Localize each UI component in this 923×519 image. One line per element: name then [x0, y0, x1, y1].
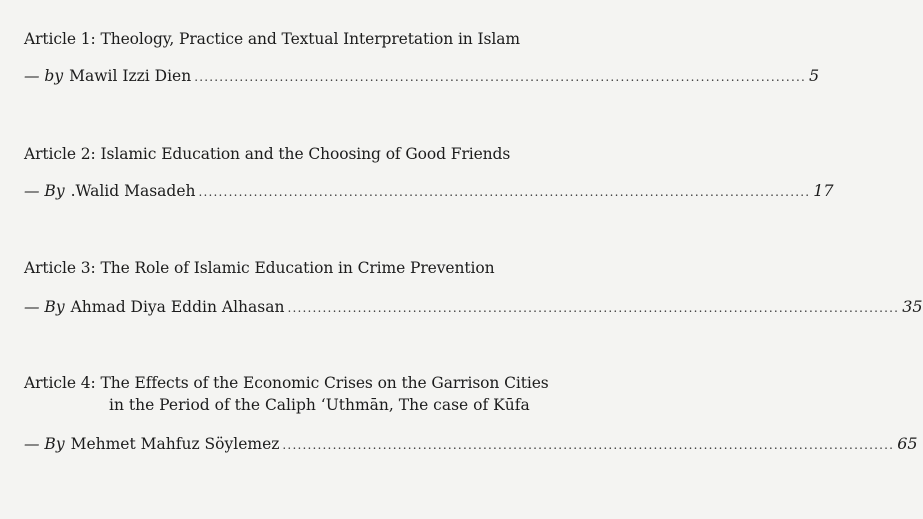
- article-4-title-continuation: in the Period of the Caliph ‘Uthmān, The case of Kūfa: [109, 396, 530, 414]
- article-1-label: Article 1:: [24, 30, 96, 48]
- article-3-author: Ahmad Diya Eddin Alhasan: [70, 298, 285, 316]
- article-1-author: Mawil Izzi Dien: [69, 67, 192, 85]
- article-3-byline: [24, 297, 923, 316]
- article-2-author: .Walid Masadeh: [70, 182, 196, 200]
- article-1-title-line: [24, 30, 520, 48]
- article-3-by: — By: [24, 298, 65, 316]
- article-3-title-line: [24, 259, 494, 277]
- article-3-page: 35: [902, 297, 923, 316]
- article-4-title-line: [24, 374, 549, 392]
- article-1-title: Theology, Practice and Textual Interpretation in Islam: [100, 30, 520, 48]
- article-2-page: 17: [813, 181, 834, 200]
- article-1-byline: [24, 66, 820, 85]
- article-1-by: — by: [24, 67, 64, 85]
- article-2-label: Article 2:: [24, 145, 96, 163]
- article-2-title-line: [24, 145, 510, 163]
- article-4-page: 65: [897, 434, 918, 453]
- dot-leader: ..........................................................................................................................: [194, 70, 806, 84]
- article-4-author: Mehmet Mahfuz Söylemez: [70, 435, 280, 453]
- article-4-byline: [24, 434, 918, 453]
- article-2-title: Islamic Education and the Choosing of Good Friends: [100, 145, 511, 163]
- dot-leader: ..........................................................................................................................: [282, 438, 895, 452]
- article-3-label: Article 3:: [24, 259, 96, 277]
- dot-leader: ..........................................................................................................................: [287, 301, 900, 315]
- article-1-page: 5: [808, 66, 820, 85]
- article-4-label: Article 4:: [24, 374, 96, 392]
- article-3-title: The Role of Islamic Education in Crime Prevention: [100, 259, 495, 277]
- article-4-title: The Effects of the Economic Crises on the Garrison Cities: [100, 374, 549, 392]
- article-2-by: — By: [24, 182, 65, 200]
- article-4-by: — By: [24, 435, 65, 453]
- article-2-byline: [24, 181, 834, 200]
- dot-leader: ..........................................................................................................................: [198, 185, 811, 199]
